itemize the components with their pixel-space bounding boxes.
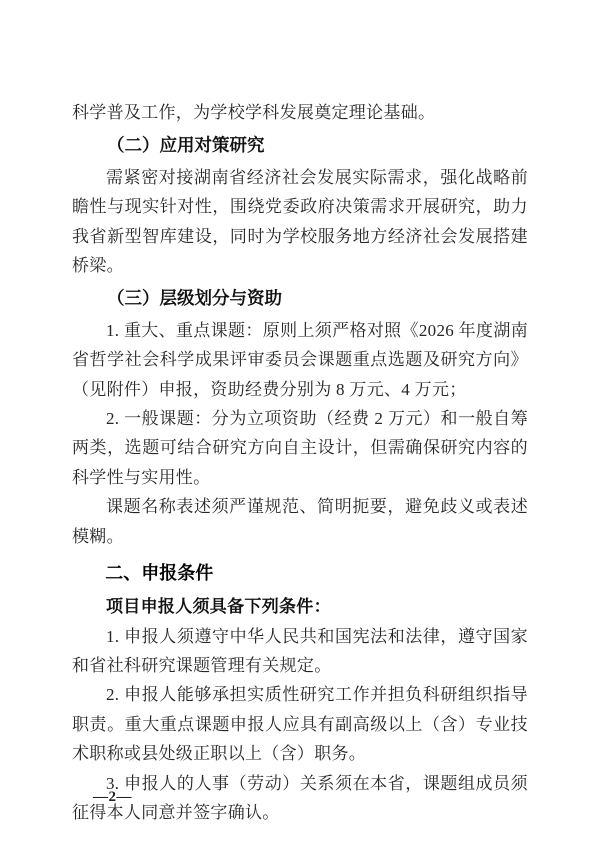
paragraph-condition-2: 2. 申报人能够承担实质性研究工作并担负科研组织指导职责。重大重点课题申报人应具有副高级以上（含）专业技术职称或县处级正职以上（含）职务。 <box>72 685 528 764</box>
paragraph-item-2: 2. 一般课题：分为立项资助（经费 2 万元）和一般自筹两类，选题可结合研究方向自主设计，但需确保研究内容的科学性与实用性。 <box>72 409 528 487</box>
chapter-heading-2: 二、申报条件 <box>105 563 214 584</box>
paragraph-item-1: 1. 重大、重点课题：原则上须严格对照《2026 年度湖南省哲学社会科学成果评审委员会课题重点选题及研究方向》（见附件）申报，资助经费分别为 8 万元、4 万元； <box>72 320 528 399</box>
paragraph-continuation: 科学普及工作，为学校学科发展奠定理论基础。 <box>72 103 436 122</box>
paragraph-condition-3: 3. 申报人的人事（劳动）关系须在本省，课题组成员须征得本人同意并签字确认。 <box>72 773 528 822</box>
section-heading-2: （二）应用对策研究 <box>107 135 265 156</box>
paragraph: 课题名称表述须严谨规范、简明扼要，避免歧义或表述模糊。 <box>72 497 528 546</box>
page-number: —2— <box>93 789 132 805</box>
paragraph-lead-bold: 项目申报人须具备下列条件： <box>106 597 331 617</box>
section-heading-3: （三）层级划分与资助 <box>107 288 282 309</box>
document-content <box>72 98 528 827</box>
paragraph: 需紧密对接湖南省经济社会发展实际需求，强化战略前瞻性与现实针对性，围绕党委政府决策需求开展研究，助力我省新型智库建设，同时为学校服务地方经济社会发展搭建桥梁。 <box>72 167 528 276</box>
paragraph-condition-1: 1. 申报人须遵守中华人民共和国宪法和法律，遵守国家和省社科研究课题管理有关规定。 <box>72 626 528 675</box>
